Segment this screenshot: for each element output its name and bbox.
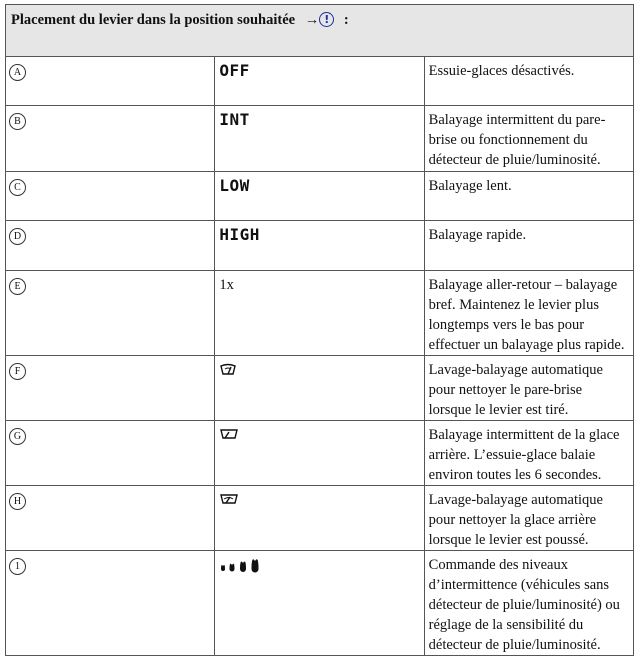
row-description: Balayage intermittent du pare-brise ou fonctionnement du détecteur de pluie/luminosité. [424, 106, 633, 172]
header-colon: : [343, 12, 349, 28]
row-letter-badge: H [9, 493, 26, 510]
wiper-positions-table-wrapper [5, 4, 634, 653]
row-description: Balayage rapide. [424, 221, 633, 271]
row-symbol-cell [215, 106, 424, 172]
row-letter-badge: G [9, 428, 26, 445]
row-letter-cell [6, 106, 215, 172]
row-description: Balayage lent. [424, 172, 633, 221]
row-letter-badge: E [9, 278, 26, 295]
row-letter-cell [6, 356, 215, 421]
row-letter-badge: 1 [9, 558, 26, 575]
row-symbol-cell [215, 551, 424, 656]
table-row [6, 271, 634, 356]
wiper-positions-table [5, 4, 634, 656]
row-letter-cell [6, 486, 215, 551]
rear-wiper-icon [219, 427, 239, 443]
table-row [6, 486, 634, 551]
table-row [6, 421, 634, 486]
row-description: Essuie-glaces désactivés. [424, 57, 633, 106]
row-symbol-cell [215, 486, 424, 551]
row-description: Balayage intermittent de la glace arrière. L’essuie-glace balaie environ toutes les 6 secondes. [424, 421, 633, 486]
row-letter-cell [6, 551, 215, 656]
single-wipe-label: 1x [219, 277, 234, 293]
table-row [6, 551, 634, 656]
row-letter-cell [6, 271, 215, 356]
row-letter-badge: F [9, 363, 26, 380]
header-title: Placement du levier dans la position souhaitée [11, 12, 296, 28]
low-label: LOW [219, 176, 250, 195]
row-description: Balayage aller-retour – balayage bref. Maintenez le levier plus longtemps vers le bas pour effectuer un balayage plus rapide. [424, 271, 633, 356]
row-description: Commande des niveaux d’intermittence (véhicules sans détecteur de pluie/luminosité) ou réglage de la sensibilité du détecteur de pluie/luminosité. [424, 551, 633, 656]
table-row [6, 221, 634, 271]
table-header-cell [6, 5, 634, 57]
intermittent-levels-icon [219, 557, 265, 573]
high-label: HIGH [219, 225, 260, 244]
row-symbol-cell [215, 421, 424, 486]
row-description: Lavage-balayage automatique pour nettoyer le pare-brise lorsque le levier est tiré. [424, 356, 633, 421]
table-row [6, 57, 634, 106]
row-letter-cell [6, 57, 215, 106]
row-letter-badge: D [9, 228, 26, 245]
header-arrow: → [304, 12, 320, 28]
row-letter-badge: B [9, 113, 26, 130]
warning-icon: ! [319, 12, 334, 27]
row-letter-cell [6, 221, 215, 271]
row-symbol-cell [215, 271, 424, 356]
row-symbol-cell [215, 57, 424, 106]
table-row [6, 106, 634, 172]
off-label: OFF [219, 61, 250, 80]
table-row [6, 356, 634, 421]
table-row [6, 172, 634, 221]
row-letter-badge: A [9, 64, 26, 81]
row-symbol-cell [215, 221, 424, 271]
row-symbol-cell [215, 356, 424, 421]
table-header-row [6, 5, 634, 57]
row-symbol-cell [215, 172, 424, 221]
row-letter-badge: C [9, 179, 26, 196]
row-letter-cell [6, 172, 215, 221]
windshield-washer-icon [219, 362, 237, 378]
row-description: Lavage-balayage automatique pour nettoyer la glace arrière lorsque le levier est poussé. [424, 486, 633, 551]
rear-washer-icon [219, 492, 239, 508]
int-label: INT [219, 110, 250, 129]
row-letter-cell [6, 421, 215, 486]
